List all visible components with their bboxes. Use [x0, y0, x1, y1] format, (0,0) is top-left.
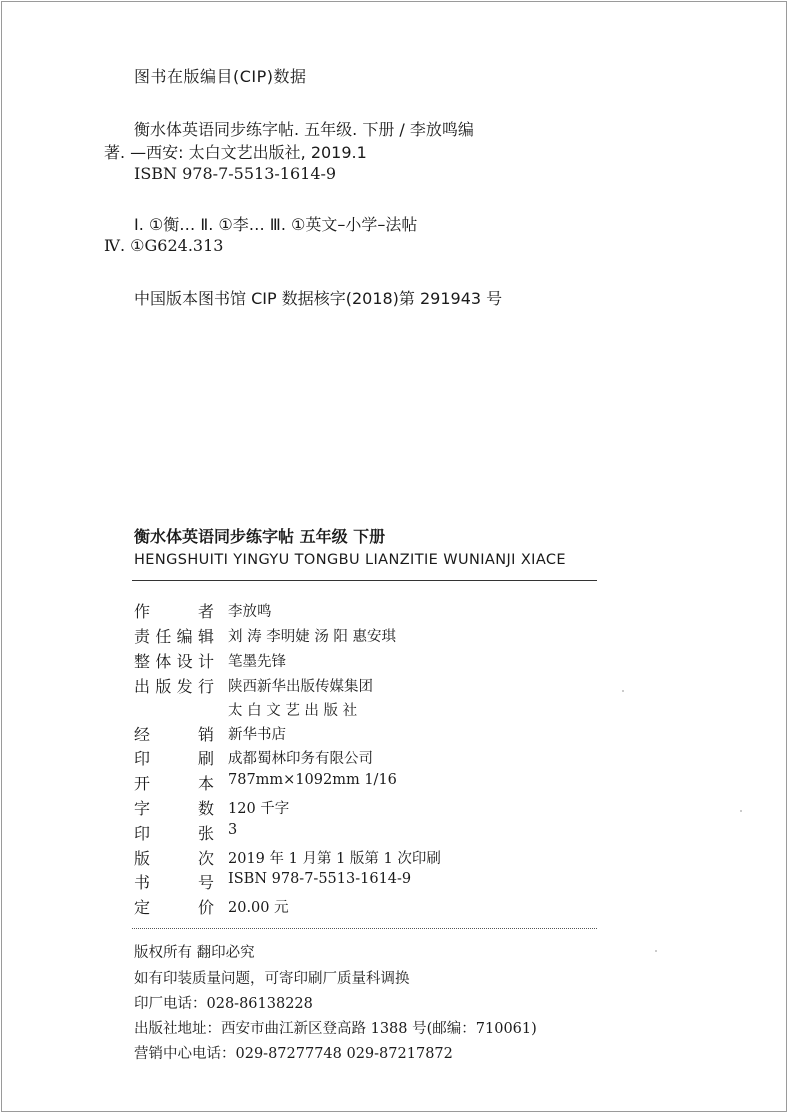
- info-value-format: 787mm×1092mm 1/16: [228, 772, 397, 788]
- cip-classification-line-2: Ⅳ. ①G624.313: [104, 236, 224, 255]
- info-label-book-number: 书 号: [134, 873, 214, 892]
- info-label-editors: 责 任 编 辑: [134, 627, 214, 646]
- scan-speck: [622, 690, 624, 692]
- info-label-publisher: 出 版 发 行: [134, 677, 214, 696]
- info-value-edition: 2019 年 1 月第 1 版第 1 次印刷: [228, 851, 441, 867]
- title-divider: [132, 580, 597, 581]
- info-value-word-count: 120 千字: [228, 801, 290, 817]
- cip-isbn-line: ISBN 978-7-5513-1614-9: [134, 164, 337, 183]
- info-value-author: 李放鸣: [228, 604, 272, 620]
- info-value-book-number: ISBN 978-7-5513-1614-9: [228, 871, 412, 887]
- info-value-editors: 刘 涛 李明婕 汤 阳 惠安琪: [228, 629, 397, 645]
- info-label-format: 开 本: [134, 774, 214, 793]
- footer-printer-phone: 印厂电话：028-86138228: [134, 996, 313, 1012]
- info-value-sheets: 3: [228, 822, 238, 838]
- info-label-edition: 版 次: [134, 849, 214, 868]
- cip-record-line-2: 著. —西安: 太白文艺出版社, 2019.1: [104, 143, 367, 162]
- info-label-printer: 印 刷: [134, 749, 214, 768]
- footer-sales-phone: 营销中心电话：029-87277748 029-87217872: [134, 1046, 453, 1062]
- cip-heading: 图书在版编目(CIP)数据: [134, 67, 307, 86]
- info-label-design: 整 体 设 计: [134, 652, 214, 671]
- info-value-price: 20.00 元: [228, 900, 289, 916]
- cip-record-line-1: 衡水体英语同步练字帖. 五年级. 下册 / 李放鸣编: [134, 120, 474, 139]
- info-label-sheets: 印 张: [134, 824, 214, 843]
- info-value-publisher-group: 陕西新华出版传媒集团: [228, 679, 373, 695]
- info-value-design: 笔墨先锋: [228, 654, 286, 670]
- scan-speck: [740, 810, 742, 812]
- footer-rights: 版权所有 翻印必究: [134, 945, 255, 961]
- book-title-cn: 衡水体英语同步练字帖 五年级 下册: [134, 527, 386, 546]
- info-value-printer: 成都蜀林印务有限公司: [228, 751, 373, 767]
- scan-speck: [655, 950, 657, 952]
- info-value-distributor: 新华书店: [228, 727, 286, 743]
- footer-address: 出版社地址：西安市曲江新区登高路 1388 号(邮编：710061): [134, 1021, 537, 1037]
- cip-classification-line-1: Ⅰ. ①衡… Ⅱ. ①李… Ⅲ. ①英文–小学–法帖: [134, 215, 418, 234]
- footer-divider: [132, 928, 597, 929]
- info-label-distributor: 经 销: [134, 725, 214, 744]
- info-label-price: 定 价: [134, 898, 214, 917]
- cip-library-line: 中国版本图书馆 CIP 数据核字(2018)第 291943 号: [134, 289, 503, 308]
- info-label-word-count: 字 数: [134, 799, 214, 818]
- info-label-author: 作 者: [134, 602, 214, 621]
- book-title-pinyin: HENGSHUITI YINGYU TONGBU LIANZITIE WUNIANJI XIACE: [134, 552, 566, 568]
- footer-quality-notice: 如有印装质量问题，可寄印刷厂质量科调换: [134, 971, 410, 987]
- info-value-publisher-house: 太 白 文 艺 出 版 社: [228, 703, 358, 719]
